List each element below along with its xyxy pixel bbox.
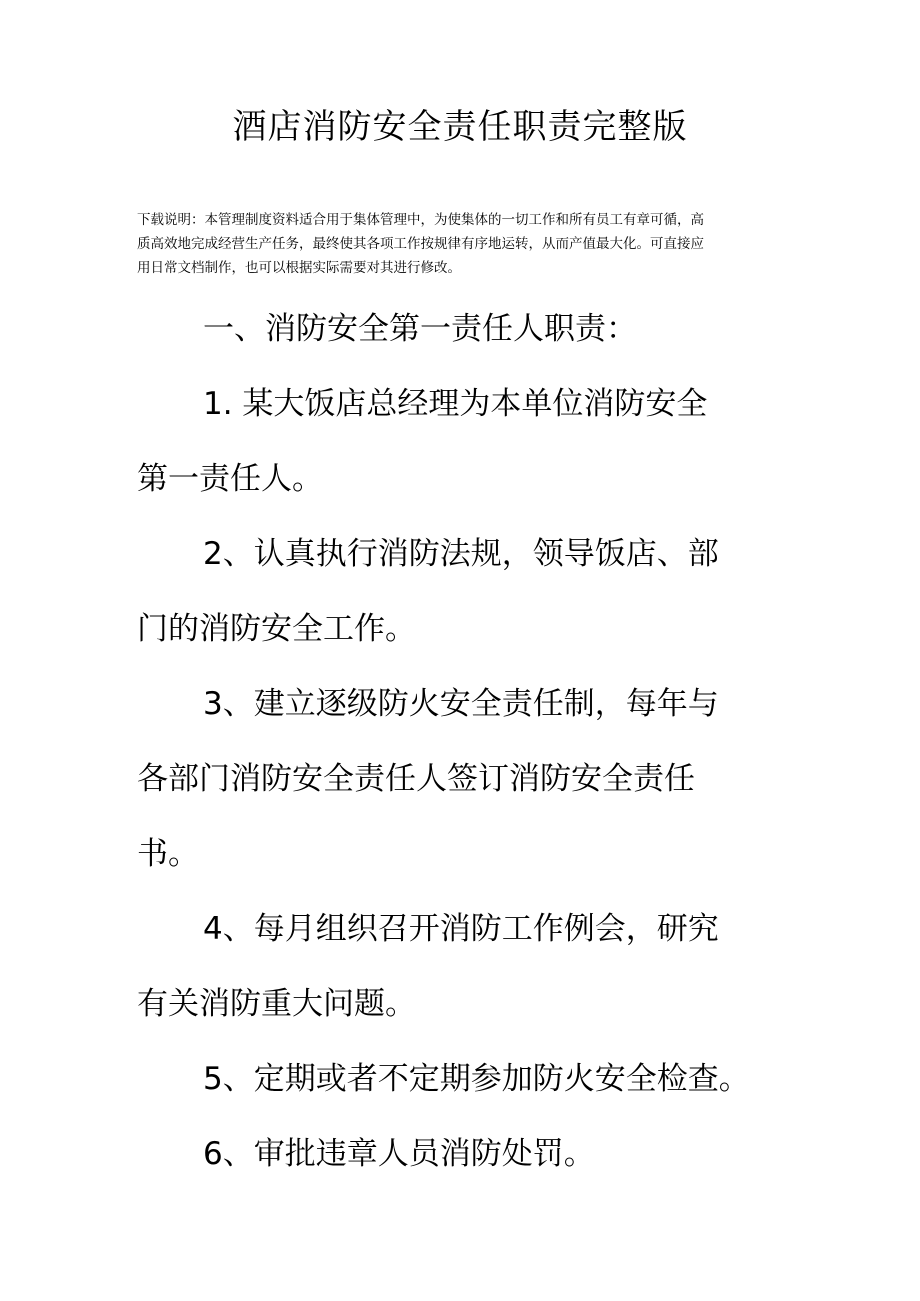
download-note: [137, 208, 787, 280]
item-3-line-3: 书。: [137, 836, 199, 872]
download-note-line-2: 质高效地完成经营生产任务，最终使其各项工作按规律有序地运转，从而产值最大化。可直接应: [137, 236, 704, 252]
item-4-line-2: 有关消防重大问题。: [137, 986, 416, 1022]
item-3-line-2: 各部门消防安全责任人签订消防安全责任: [137, 761, 695, 797]
item-6-line-1: 6、审批违章人员消防处罚。: [203, 1136, 595, 1172]
item-2-line-2: 门的消防安全工作。: [137, 611, 416, 647]
document-title: 酒店消防安全责任职责完整版: [232, 107, 688, 147]
section-1-heading: 一、消防安全第一责任人职责：: [203, 311, 637, 347]
item-3-line-1: 3、建立逐级防火安全责任制，每年与: [203, 686, 719, 722]
item-1-line-2: 第一责任人。: [137, 461, 323, 497]
item-5-line-1: 5、定期或者不定期参加防火安全检查。: [203, 1061, 750, 1097]
section-1: [137, 292, 757, 1192]
item-1-line-1: 1. 某大饭店总经理为本单位消防安全: [203, 386, 708, 422]
item-2-line-1: 2、认真执行消防法规，领导饭店、部: [203, 536, 719, 572]
item-4-line-1: 4、每月组织召开消防工作例会，研究: [203, 911, 719, 947]
download-note-line-1: 下载说明：本管理制度资料适合用于集体管理中，为使集体的一切工作和所有员工有章可循，高: [137, 212, 704, 228]
download-note-line-3: 用日常文档制作，也可以根据实际需要对其进行修改。: [137, 260, 461, 276]
